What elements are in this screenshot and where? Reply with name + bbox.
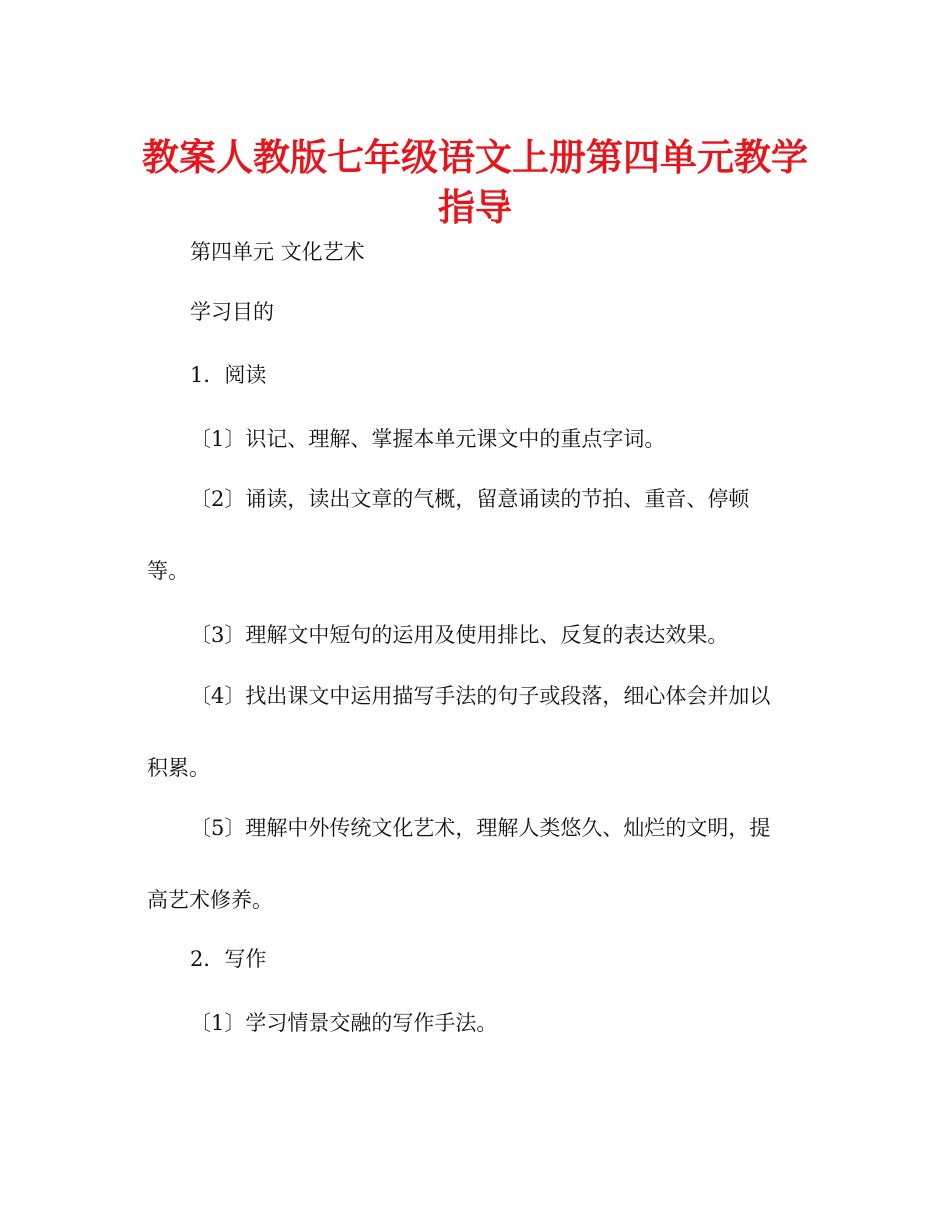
paragraph-item-1: 〔1〕识记、理解、掌握本单元课文中的重点字词。 xyxy=(190,427,666,451)
paragraph-item-3: 〔3〕理解文中短句的运用及使用排比、反复的表达效果。 xyxy=(190,623,729,647)
subheading-writing: 2．写作 xyxy=(190,947,267,971)
unit-heading: 第四单元 文化艺术 xyxy=(190,240,365,264)
paragraph-item-2-cont: 等。 xyxy=(147,559,189,583)
section-heading-goals: 学习目的 xyxy=(190,300,274,324)
paragraph-item-5-cont: 高艺术修养。 xyxy=(147,888,273,912)
paragraph-writing-1: 〔1〕学习情景交融的写作手法。 xyxy=(190,1011,498,1035)
subheading-reading: 1．阅读 xyxy=(190,363,267,387)
document-title-line-1: 教案人教版七年级语文上册第四单元教学 xyxy=(142,136,808,179)
paragraph-item-4-cont: 积累。 xyxy=(147,756,210,780)
paragraph-item-2: 〔2〕诵读，读出文章的气概，留意诵读的节拍、重音、停顿 xyxy=(190,487,750,511)
document-title-line-2: 指导 xyxy=(438,186,512,229)
paragraph-item-4: 〔4〕找出课文中运用描写手法的句子或段落，细心体会并加以 xyxy=(190,684,771,708)
paragraph-item-5: 〔5〕理解中外传统文化艺术，理解人类悠久、灿烂的文明，提 xyxy=(190,816,771,840)
